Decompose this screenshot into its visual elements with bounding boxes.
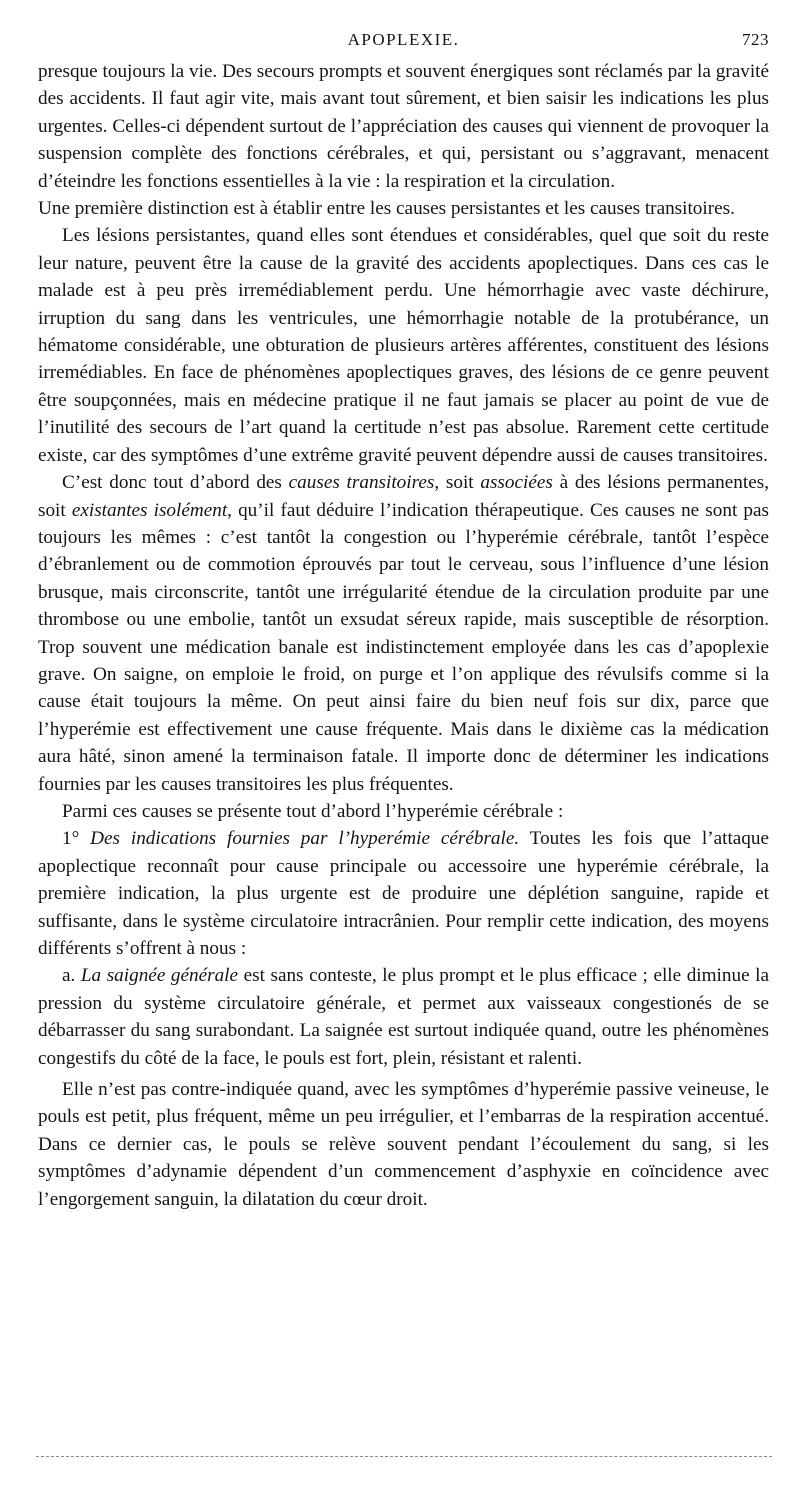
paragraph xyxy=(38,222,769,469)
italic-text-run: Des indications fournies par l’hyperémie cérébrale. xyxy=(90,828,520,850)
paragraph xyxy=(38,195,769,222)
book-page xyxy=(38,30,769,1213)
italic-text-run: La saignée générale xyxy=(80,965,239,987)
text-run: est sans conteste, le plus prompt et le plus efficace ; elle diminue la pression du système circulatoire générale, et permet aux vaisseaux congestionés de se débarrasser du sang surabondant. La saignée est surtout indiquée quand, outre les phénomènes congestifs du côté de la face, le pouls est fort, plein, résistant et ralenti. xyxy=(38,965,769,1069)
italic-text-run: causes transitoires xyxy=(288,472,435,494)
text-run: Les lésions persistantes, quand elles sont étendues et considérables, quel que soit du reste leur nature, peuvent être la cause de la gravité des accidents apoplectiques. Dans ces cas le malade est à peu près irremédiablement perdu. Une hémorrhagie avec vaste déchirure, irruption du sang dans les ventricules, une hémorrhagie notable de la protubérance, un hématome considérable, une obturation de plusieurs artères afférentes, constituent des lésions irremédiables. En face de phénomènes apoplectiques graves, des lésions de ce genre peuvent être soupçonnées, mais en médecine pratique il ne faut jamais se placer au point de vue de l’inutilité des secours de l’art quand la certitude n’est pas absolue. Rarement cette certitude existe, car des symptômes d’une extrême gravité peuvent dépendre aussi de causes transitoires. xyxy=(38,225,769,466)
text-run: Toutes les fois que l’attaque apoplectique reconnaît pour cause principale ou accessoire une hyperémie cérébrale, la première indication, la plus urgente est de produire une déplétion sanguine, rapide et suffisante, dans le système circulatoire intracrânien. Pour remplir cette indication, des moyens différents s’offrent à nous : xyxy=(38,828,769,959)
text-run: , qu’il faut déduire l’indication thérapeutique. Ces causes ne sont pas toujours les mêmes : c’est tantôt la congestion ou l’hyperémie cérébrale, tantôt l’espèce d’ébranlement ou de commotion éprouvés par tout le cerveau, sous l’influence d’une lésion brusque, mais circonscrite, tantôt une irrégularité étendue de la circulation produite par une thrombose ou une embolie, tantôt un exsudat séreux rapide, mais susceptible de résorption. Trop souvent une médication banale est indistinctement employée dans les cas d’apoplexie grave. On saigne, on emploie le froid, on purge et l’on applique des révulsifs comme si la cause était toujours la même. On peut ainsi faire du bien neuf fois sur dix, parce que l’hyperémie est effectivement une cause fréquente. Mais dans le dixième cas la médication aura hâté, sinon amené la terminaison fatale. Il importe donc de déterminer les indications fournies par les causes transitoires les plus fréquentes. xyxy=(38,499,769,795)
paragraph xyxy=(38,58,769,195)
text-run: a. xyxy=(62,965,81,987)
paragraph xyxy=(38,825,769,962)
italic-text-run: associées xyxy=(480,472,553,494)
page-body xyxy=(38,58,769,1213)
italic-text-run: existantes isolément xyxy=(71,499,228,521)
paragraph xyxy=(38,962,769,1072)
paragraph xyxy=(38,1076,769,1213)
text-run: Parmi ces causes se présente tout d’abord l’hyperémie cérébrale : xyxy=(62,800,564,822)
text-run: C’est donc tout d’abord des xyxy=(62,472,289,494)
running-header xyxy=(38,30,769,56)
text-run: Une première distinction est à établir entre les causes persistantes et les causes transitoires. xyxy=(38,198,735,220)
paragraph xyxy=(38,469,769,798)
page-number: 723 xyxy=(742,30,769,49)
running-title: APOPLEXIE. xyxy=(347,30,460,49)
text-run: Elle n’est pas contre-indiquée quand, avec les symptômes d’hyperémie passive veineuse, le pouls est petit, plus fréquent, même un peu irrégulier, et l’embarras de la respiration accentué. Dans ce dernier cas, le pouls se relève souvent pendant l’écoulement du sang, si les symptômes d’adynamie dépendent d’un commencement d’asphyxie en coïncidence avec l’engorgement sanguin, la dilatation du cœur droit. xyxy=(38,1079,769,1210)
text-run: , soit xyxy=(434,472,481,494)
paragraph xyxy=(38,798,769,825)
text-run: à des lésions permanentes, soit xyxy=(38,472,769,521)
text-run: 1° xyxy=(62,828,91,850)
footer-dotted-rule xyxy=(36,1456,772,1457)
text-run: presque toujours la vie. Des secours prompts et souvent énergiques sont réclamés par la gravité des accidents. Il faut agir vite, mais avant tout sûrement, et bien saisir les indications les plus urgentes. Celles-ci dépendent surtout de l’appréciation des causes qui viennent de provoquer la suspension complète des fonctions cérébrales, et qui, persistant ou s’aggravant, menacent d’éteindre les fonctions essentielles à la vie : la respiration et la circulation. xyxy=(38,61,769,192)
